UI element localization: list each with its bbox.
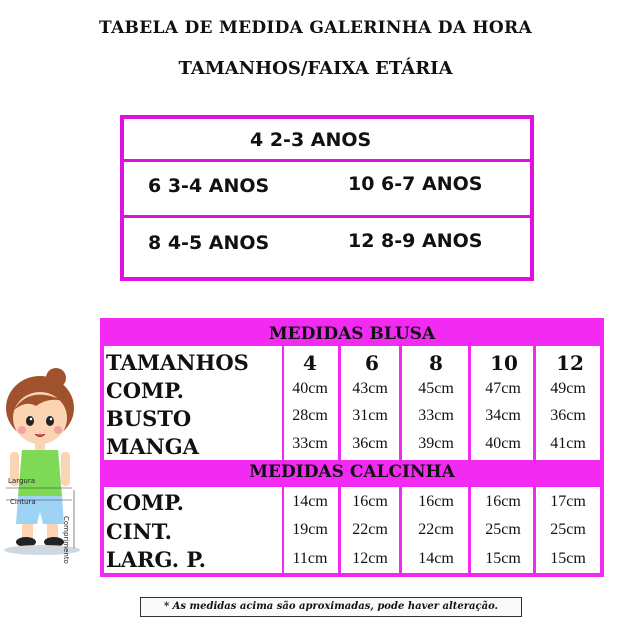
calcinha-row-label: CINT. (106, 519, 172, 544)
calcinha-value: 14cm (418, 550, 454, 567)
calcinha-value: 14cm (292, 493, 328, 510)
calcinha-value: 15cm (485, 550, 521, 567)
size-header: 10 (490, 351, 518, 375)
calcinha-row-label: LARG. P. (106, 547, 206, 572)
calcinha-row-label: COMP. (106, 490, 184, 515)
age-row (124, 119, 530, 162)
calcinha-value: 17cm (550, 493, 586, 510)
blusa-value: 47cm (485, 380, 521, 397)
calcinha-value: 22cm (352, 521, 388, 538)
blusa-value: 34cm (485, 407, 521, 424)
blusa-value: 39cm (418, 435, 454, 452)
measurements-table (100, 318, 604, 577)
figure-label-largura: Largura (8, 477, 35, 485)
age-entry: 12 8-9 ANOS (348, 230, 483, 252)
age-range-table (120, 115, 534, 281)
blusa-row-label: COMP. (106, 378, 184, 403)
age-entry: 6 3-4 ANOS (148, 175, 270, 197)
blusa-value: 33cm (292, 435, 328, 452)
blusa-value: 40cm (292, 380, 328, 397)
calcinha-value: 22cm (418, 521, 454, 538)
blusa-value: 43cm (352, 380, 388, 397)
blusa-value: 36cm (352, 435, 388, 452)
calcinha-value: 19cm (292, 521, 328, 538)
blusa-row-label: MANGA (106, 434, 199, 459)
blusa-value: 45cm (418, 380, 454, 397)
calcinha-value: 16cm (418, 493, 454, 510)
page-title: TABELA DE MEDIDA GALERINHA DA HORA (99, 18, 532, 38)
age-row (124, 162, 530, 218)
calcinha-value: 15cm (550, 550, 586, 567)
blusa-row-label: BUSTO (106, 406, 192, 431)
girl-illustration (0, 366, 100, 566)
blusa-value: 33cm (418, 407, 454, 424)
page-subtitle: TAMANHOS/FAIXA ETÁRIA (178, 58, 453, 79)
age-entry: 10 6-7 ANOS (348, 173, 483, 195)
girl-illustration-icon (0, 366, 100, 566)
age-entry: 4 2-3 ANOS (250, 129, 372, 151)
size-header: 12 (556, 351, 584, 375)
calcinha-value: 16cm (485, 493, 521, 510)
disclaimer-note: * As medidas acima são aproximadas, pode haver alteração. (140, 597, 522, 617)
blusa-value: 41cm (550, 435, 586, 452)
blusa-value: 31cm (352, 407, 388, 424)
size-header: 8 (429, 351, 443, 375)
calcinha-header: MEDIDAS CALCINHA (249, 462, 455, 482)
calcinha-value: 12cm (352, 550, 388, 567)
figure-label-comprimento: Comprimento (62, 516, 70, 564)
age-entry: 8 4-5 ANOS (148, 232, 270, 254)
size-header: 4 (303, 351, 317, 375)
blusa-value: 36cm (550, 407, 586, 424)
calcinha-value: 25cm (550, 521, 586, 538)
blusa-header: MEDIDAS BLUSA (268, 324, 436, 344)
blusa-value: 49cm (550, 380, 586, 397)
calcinha-value: 16cm (352, 493, 388, 510)
blusa-value: 40cm (485, 435, 521, 452)
size-header: 6 (365, 351, 379, 375)
figure-label-cintura: Cintura (10, 498, 36, 506)
age-row (124, 218, 530, 277)
size-row-label: TAMANHOS (106, 350, 249, 375)
blusa-value: 28cm (292, 407, 328, 424)
calcinha-value: 25cm (485, 521, 521, 538)
calcinha-value: 11cm (292, 550, 328, 567)
